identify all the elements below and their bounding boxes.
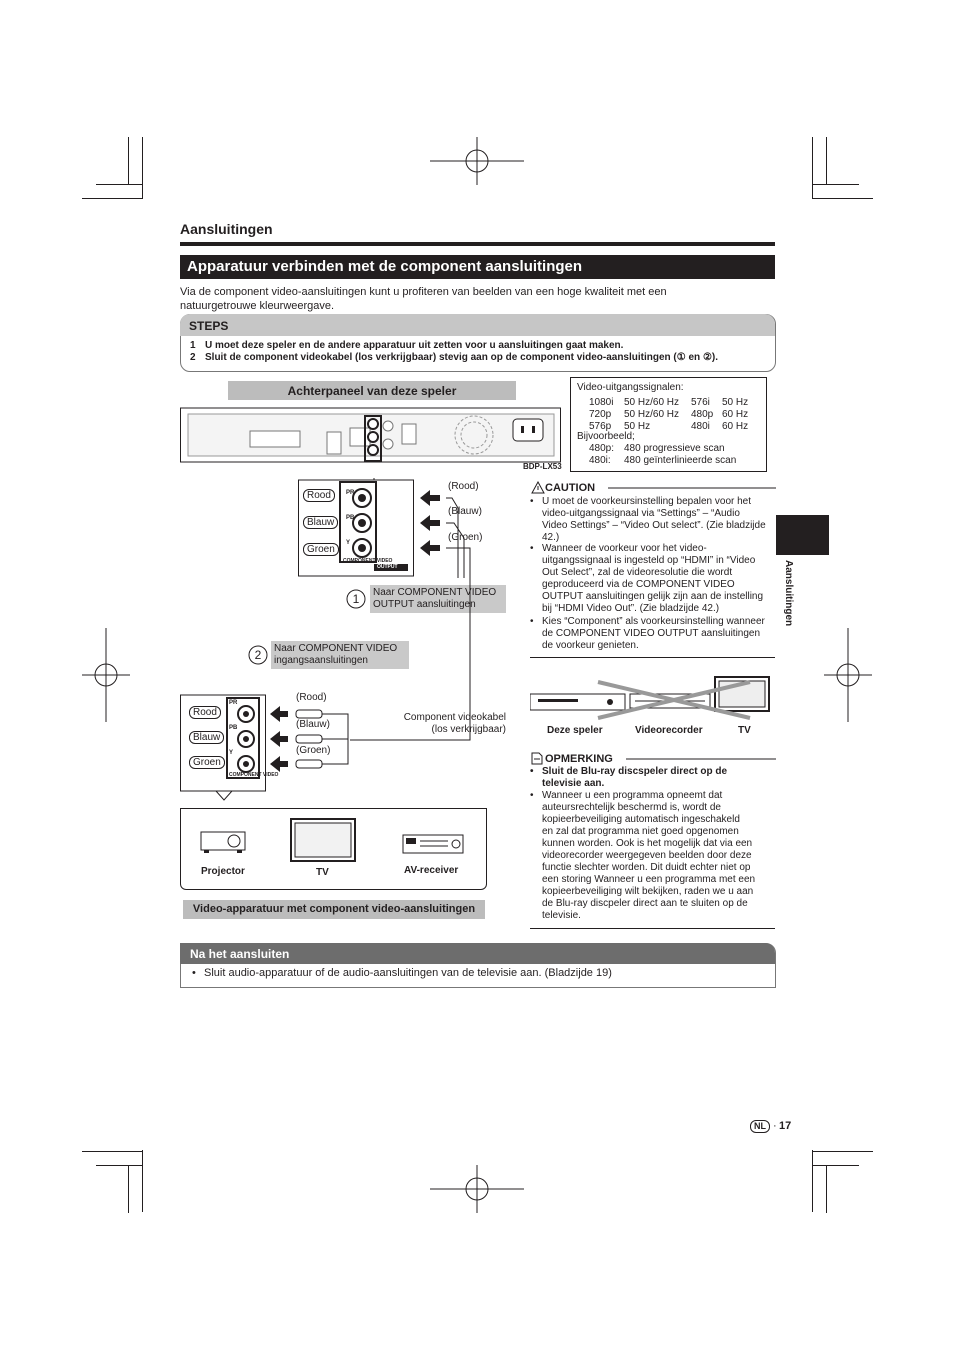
signal-cell: 50 Hz (624, 421, 651, 432)
jack-label: Y (229, 750, 234, 756)
caution-item: • Wanneer de voorkeur voor het video- uitgangssignaal is ingesteld op “HDMI” in “Video Out Select”, zal de videoresolutie die wordt geproduceerd via de COMPONENT VIDEO OUTPUT aansluitingen gelijk zijn aan de instelling bij “HDMI Video Out”. (Zie bladzijde 42.) (530, 543, 764, 614)
panel-caption: COMPONENT VIDEO (343, 558, 393, 564)
example-key: 480p: (589, 443, 615, 454)
cable-color-label: (Blauw) (296, 719, 330, 730)
jack-label: PB (346, 515, 355, 521)
example-title: Bijvoorbeeld; (577, 431, 635, 442)
jack-label: Y (346, 540, 351, 546)
jack-label: PR (229, 700, 238, 706)
after-connecting-heading: Na het aansluiten (190, 947, 290, 961)
color-label-rood: Rood (303, 489, 335, 502)
device-player-label: Deze speler (547, 725, 603, 736)
equipment-projector-label: Projector (201, 866, 245, 877)
caution-item-text: U moet de voorkeursinstelling bepalen voor het video-uitgangssignaal via “Settings” – “Audio Video Settings” – “Video Out select”. (Zie bladzijde 42.) (542, 496, 766, 543)
caution-heading: CAUTION (545, 482, 596, 494)
section-heading: Aansluitingen (180, 221, 273, 237)
opmerking-item: • Sluit de Blu-ray discspeler direct op de televisie aan. (530, 766, 728, 789)
panel-caption: COMPONENT VIDEO (229, 772, 279, 778)
cable-color-label: (Groen) (448, 532, 483, 543)
example-value: 480 geïnterlinieerde scan (624, 455, 737, 466)
cable-color-label: (Rood) (296, 692, 327, 703)
signal-cell: 50 Hz/60 Hz (624, 397, 680, 408)
caution-item-text: Kies “Component” als voorkeursinstelling wanneer de COMPONENT VIDEO OUTPUT aansluitingen de voorkeur genieten. (542, 616, 765, 651)
signal-cell: 576p (589, 421, 612, 432)
opmerking-heading: OPMERKING (545, 753, 613, 765)
signal-cell: 50 Hz (722, 397, 749, 408)
registration-mark-left (82, 628, 130, 722)
registration-mark-top (430, 137, 524, 185)
signal-cell: 60 Hz (722, 421, 749, 432)
registration-mark-bottom (430, 1165, 524, 1213)
signal-cell: 480i (691, 421, 710, 432)
intro-paragraph: Via de component video-aansluitingen kunt u profiteren van beelden van een hoge kwaliteit met een natuurgetrouwe kleurweergave. (180, 286, 667, 312)
signal-cell: 720p (589, 409, 612, 420)
video-equipment-label: Video-apparatuur met component video-aansluitingen (192, 903, 476, 915)
back-panel-label: Achterpaneel van deze speler (287, 384, 457, 398)
after-connecting-text: Sluit audio-apparatuur of de audio-aansluitingen van de televisie aan. (Bladzijde 19) (204, 967, 612, 979)
opmerking-item: • Wanneer u een programma opneemt dat auteursrechtelijk beschermd is, wordt de kopieerbeveiliging automatisch ingeschakeld en zal dat programma niet goed opgenomen kunnen worden. Ook is het mogelijk dat via een videorecorder weergegeven beelden door deze functie slechter worden. Dit duidt echter niet op een storing Wanneer u een programma met een kopieerbeveiliging wilt bekijken, raden we u aan de Blu-ray discpeler direct aan te sluiten op de televisie. (530, 790, 756, 921)
signal-cell: 576i (691, 397, 710, 408)
section-rule (180, 242, 775, 246)
caution-rule (608, 487, 776, 489)
language-badge: NL (750, 1120, 770, 1133)
player-back-panel (180, 404, 562, 464)
color-label-groen: Groen (303, 543, 339, 556)
output-label: OUTPUT (377, 564, 398, 570)
side-tab-label: Aansluitingen (783, 560, 794, 627)
equipment-tv-label: TV (316, 867, 329, 878)
signal-cell: 50 Hz/60 Hz (624, 409, 680, 420)
step-1-text: U moet deze speler en de andere apparatuur uit zetten voor u aansluitingen gaat maken. (205, 340, 624, 351)
jack-label: PR (346, 490, 355, 496)
side-tab (776, 515, 829, 555)
tv-icon (290, 818, 358, 864)
color-label-blauw: Blauw (303, 516, 338, 529)
opmerking-item-text: Sluit de Blu-ray discspeler direct op de televisie aan. (542, 766, 728, 789)
equipment-av-receiver-label: AV-receiver (404, 865, 459, 876)
cable-color-label: (Groen) (296, 745, 331, 756)
steps-header (180, 314, 775, 336)
av-receiver-icon (402, 834, 466, 856)
step-marker-2-number: 2 (254, 648, 262, 662)
step-marker-1-number: 1 (352, 592, 360, 606)
caution-item-text: Wanneer de voorkeur voor het video- uitgangssignaal is ingesteld op “HDMI” in “Video Out Select”, zal de videoresolutie die wordt geproduceerd via de COMPONENT VIDEO OUTPUT aansluitingen gelijk zijn aan de instelling bij “HDMI Video Out”. (Zie bladzijde 42.) (542, 543, 764, 614)
callout-to-output: Naar COMPONENT VIDEO OUTPUT aansluitingen (370, 585, 506, 613)
cable-color-label: (Rood) (448, 481, 479, 492)
opmerking-item-text: Wanneer u een programma opneemt dat auteursrechtelijk beschermd is, wordt de kopieerbeveiliging automatisch ingeschakeld en zal dat programma niet goed opgenomen kunnen worden. Ook is het mogelijk dat via een videorecorder weergegeven beelden door deze functie slechter worden. Dit duidt echter niet op een storing Wanneer u een programma met een kopieerbeveiliging wilt bekijken, raden we u aan de Blu-ray discpeler direct aan te sluiten op de televisie. (542, 790, 756, 921)
caution-item: • U moet de voorkeursinstelling bepalen voor het video-uitgangssignaal via “Settings” – “Audio Video Settings” – “Video Out select”. (Zie bladzijde 42.) (530, 496, 766, 543)
page-number: 17 (779, 1120, 792, 1132)
device-row (530, 674, 775, 722)
jack-label: PB (229, 725, 238, 731)
model-label: BDP-LX53 (523, 462, 562, 471)
registration-mark-right (824, 628, 872, 722)
after-connecting-item: • Sluit audio-apparatuur of de audio-aansluitingen van de televisie aan. (Bladzijde 19) (192, 967, 612, 979)
cable-note: Component videokabel (los verkrijgbaar) (403, 712, 506, 735)
callout-to-input: Naar COMPONENT VIDEO ingangsaansluitingen (271, 641, 409, 669)
caution-bottom-rule (530, 657, 775, 658)
warning-icon (531, 481, 545, 494)
opmerking-rule (626, 758, 776, 760)
example-key: 480i: (589, 455, 611, 466)
color-label-blauw: Blauw (189, 731, 224, 744)
step-1-num: 1 (190, 340, 196, 351)
color-label-groen: Groen (189, 756, 225, 769)
note-icon (531, 752, 543, 765)
signal-cell: 1080i (589, 397, 614, 408)
example-value: 480 progressieve scan (624, 443, 725, 454)
steps-label: STEPS (189, 319, 229, 333)
cable-color-label: (Blauw) (448, 506, 482, 517)
page-separator: · (773, 1120, 777, 1132)
page-title: Apparatuur verbinden met de component aansluitingen (187, 258, 583, 275)
caution-item: • Kies “Component” als voorkeursinstelling wanneer de COMPONENT VIDEO OUTPUT aansluitingen de voorkeur genieten. (530, 616, 765, 651)
color-label-rood: Rood (189, 706, 221, 719)
projector-icon (200, 830, 248, 854)
device-tv-label: TV (738, 725, 751, 736)
signal-cell: 60 Hz (722, 409, 749, 420)
step-2-text: Sluit de component videokabel (los verkrijgbaar) stevig aan op de component video-aansluitingen (① en ②). (205, 352, 719, 363)
device-videorecorder-label: Videorecorder (635, 725, 703, 736)
step-2-num: 2 (190, 352, 196, 363)
opmerking-bottom-rule (530, 928, 775, 929)
signals-title: Video-uitgangssignalen: (577, 382, 684, 393)
signal-cell: 480p (691, 409, 714, 420)
